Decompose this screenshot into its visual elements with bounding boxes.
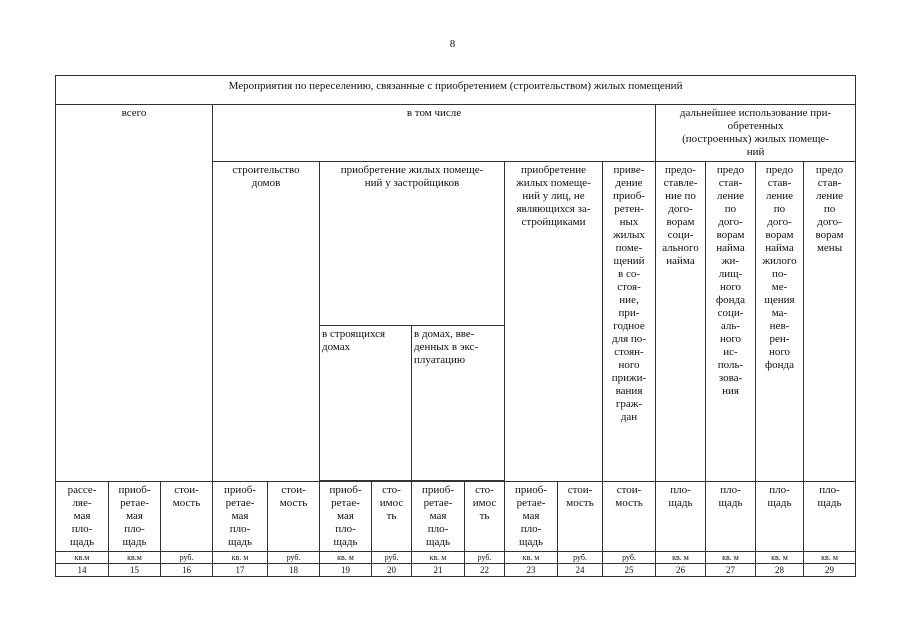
column-number: 28: [756, 564, 804, 577]
column-label: сто- имос ть: [465, 482, 505, 552]
page-number: 8: [449, 38, 456, 50]
unit-cell: руб.: [603, 552, 656, 564]
column-number: 16: [161, 564, 213, 577]
header-commissioned: в домах, вве- денных в экс- плуатацию: [412, 326, 505, 481]
header-from-non-developers: приобретение жилых помеще- ний у лиц, не являющихся за- стройщиками: [505, 162, 603, 482]
header-under-construction: в строящихся домах: [320, 326, 412, 481]
column-number: 22: [465, 564, 505, 577]
column-label: пло- щадь: [756, 482, 804, 552]
unit-cell: кв. м: [412, 552, 465, 564]
column-number: 18: [268, 564, 320, 577]
unit-cell: руб.: [268, 552, 320, 564]
column-label: сто- имос ть: [372, 482, 412, 552]
header-from-developers: приобретение жилых помеще- ний у застройщиков: [320, 162, 505, 326]
column-number: 29: [804, 564, 856, 577]
unit-cell: кв. м: [505, 552, 558, 564]
column-label: приоб- ретае- мая пло- щадь: [412, 482, 465, 552]
header-exchange: предо став- ление по дого- ворам мены: [804, 162, 856, 482]
column-label: пло- щадь: [656, 482, 706, 552]
header-social-lease: предо- ставле- ние по дого- ворам соци- ального найма: [656, 162, 706, 482]
column-label: пло- щадь: [804, 482, 856, 552]
column-number: 23: [505, 564, 558, 577]
header-conversion: приве- дение приоб- ретен- ных жилых поме- щений в со- стоя- ние, при- годное для по- стоян- ного прижи- вания граж- дан: [603, 162, 656, 482]
column-number: 14: [56, 564, 109, 577]
column-label: стои- мость: [558, 482, 603, 552]
column-number: 24: [558, 564, 603, 577]
unit-cell: кв.м: [109, 552, 161, 564]
header-including: в том числе: [213, 105, 656, 162]
column-number: 17: [213, 564, 268, 577]
column-label: стои- мость: [603, 482, 656, 552]
unit-cell: руб.: [558, 552, 603, 564]
unit-cell: кв.м: [56, 552, 109, 564]
column-label: приоб- ретае- мая пло- щадь: [505, 482, 558, 552]
unit-cell: кв. м: [756, 552, 804, 564]
header-social-fund-lease: предо став- ление по дого- ворам найма жи- лищ- ного фонда соци- аль- ного ис- поль- зова- ния: [706, 162, 756, 482]
column-label: стои- мость: [268, 482, 320, 552]
header-maneuver-lease: предо став- ление по дого- ворам найма жилого по- ме- щения ма- нев- рен- ного фонда: [756, 162, 804, 482]
unit-cell: кв. м: [656, 552, 706, 564]
unit-cell: руб.: [465, 552, 505, 564]
unit-cell: кв. м: [320, 552, 372, 564]
unit-cell: кв. м: [213, 552, 268, 564]
unit-cell: кв. м: [706, 552, 756, 564]
unit-cell: кв. м: [804, 552, 856, 564]
column-number: 19: [320, 564, 372, 577]
header-further-use: дальнейшее использование при- обретенных (построенных) жилых помеще- ний: [656, 105, 856, 162]
column-number: 25: [603, 564, 656, 577]
resettlement-table: [55, 75, 856, 577]
unit-cell: руб.: [372, 552, 412, 564]
header-total: всего: [56, 105, 213, 482]
column-number: 15: [109, 564, 161, 577]
column-number: 21: [412, 564, 465, 577]
header-construction: строительство домов: [213, 162, 320, 482]
unit-cell: руб.: [161, 552, 213, 564]
column-label: пло- щадь: [706, 482, 756, 552]
column-number: 26: [656, 564, 706, 577]
column-label: рассе- ляе- мая пло- щадь: [56, 482, 109, 552]
column-label: приоб- ретае- мая пло- щадь: [320, 482, 372, 552]
column-label: приоб- ретае- мая пло- щадь: [109, 482, 161, 552]
column-number: 27: [706, 564, 756, 577]
column-number: 20: [372, 564, 412, 577]
table-title: Мероприятия по переселению, связанные с приобретением (строительством) жилых помещений: [56, 76, 856, 105]
column-label: приоб- ретае- мая пло- щадь: [213, 482, 268, 552]
column-label: стои- мость: [161, 482, 213, 552]
